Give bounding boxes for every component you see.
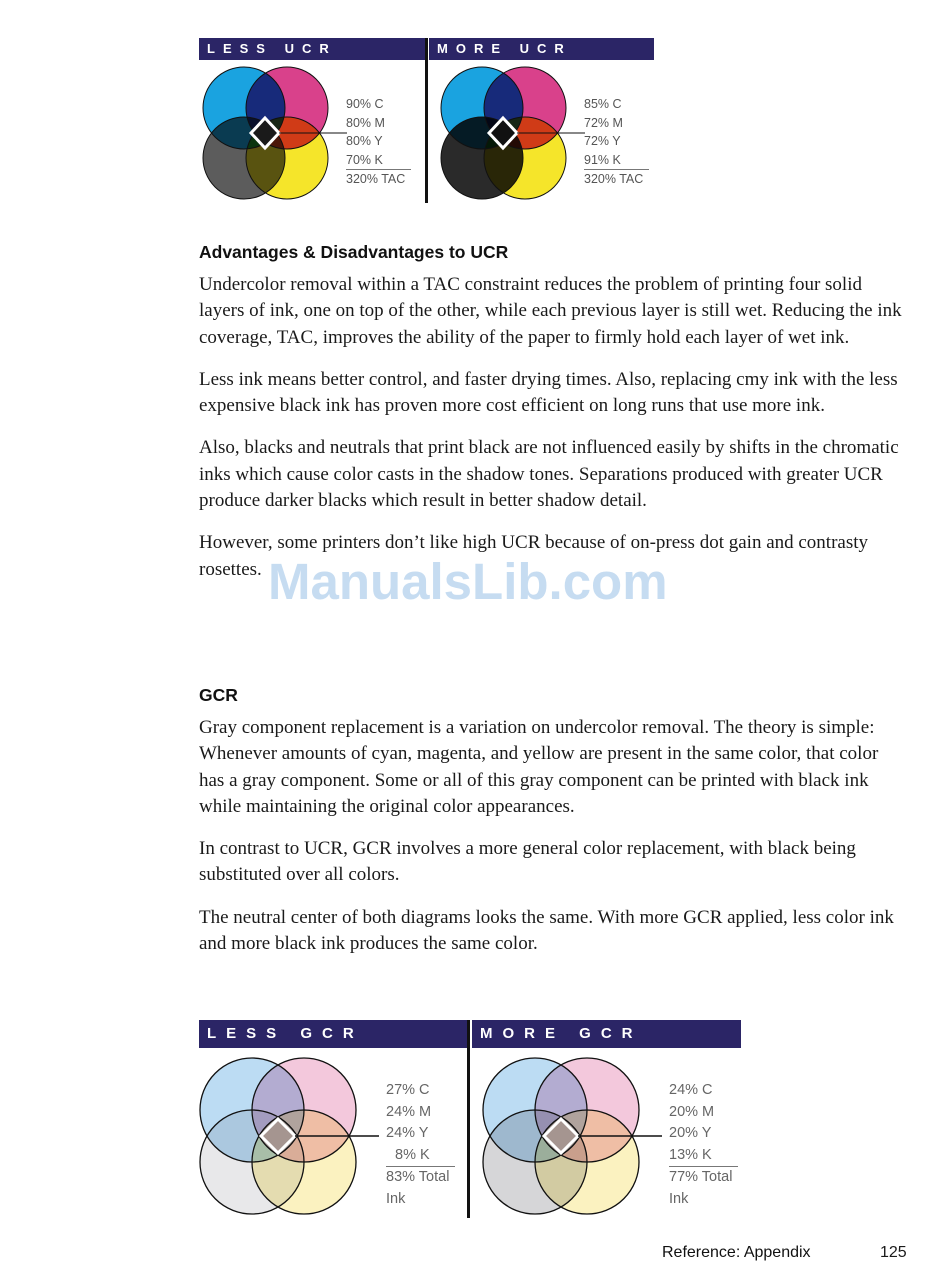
stat-black: 13% K [669,1146,712,1163]
stat-yellow: 20% Y [669,1125,712,1141]
stat-magenta: 80% M [346,115,385,130]
gcr-section [199,685,904,957]
ucr-heading: Advantages & Disadvantages to UCR [199,242,509,262]
more-ucr-banner: MORE UCR [429,38,654,60]
gcr-paragraph-1: Gray component replacement is a variation on undercolor removal. The theory is simple: Whenever amounts of cyan, magenta, and yellow are present in the same color, that color has a gray component. Some or all of this gray component can be printed with black ink while maintaining the original color appearances. [199,717,879,817]
stat-cyan: 24% C [669,1082,713,1098]
stat-total: 320% TAC [584,169,649,189]
footer-reference: Reference: Appendix [662,1244,811,1261]
stat-cyan: 85% C [584,97,622,111]
ucr-divider [425,38,428,203]
less-ucr-banner: LESS UCR [199,38,425,60]
gcr-paragraph-3: The neutral center of both diagrams looks the same. With more GCR applied, less color ink and more black ink produces the same color. [199,906,894,955]
stat-magenta: 72% M [584,115,623,130]
gcr-figure [199,1020,759,1220]
stat-yellow: 80% Y [346,134,383,148]
more-gcr-stats [669,1080,738,1210]
ucr-figure [199,38,669,206]
stat-total: 77% Total [669,1166,738,1189]
gcr-heading: GCR [199,685,238,705]
stat-yellow: 72% Y [584,134,621,148]
less-gcr-venn-diagram [199,1056,394,1218]
stat-magenta: 24% M [386,1103,432,1120]
less-gcr-banner: LESS GCR [199,1020,467,1048]
stat-magenta: 20% M [669,1103,715,1120]
stat-cyan: 27% C [386,1082,430,1098]
stat-total: 83% Total [386,1166,455,1189]
stat-cyan: 90% C [346,97,384,111]
less-gcr-stats [386,1080,455,1210]
ucr-paragraph-1: Undercolor removal within a TAC constraint reduces the problem of printing four solid layers of ink, one on top of the other, while each previous layer is still wet. Reducing the ink coverage, TAC, improves the ability of the paper to firmly hold each layer of wet ink. [199,274,902,348]
ucr-paragraph-3: Also, blacks and neutrals that print black are not influenced easily by shifts in the chromatic inks which cause color casts in the shadow tones. Separations produced with greater UCR produce darker blacks which result in better shadow detail. [199,437,899,512]
stat-black: 70% K [346,152,383,167]
ucr-paragraph-2: Less ink means better control, and faster drying times. Also, replacing cmy ink with the less expensive black ink has proven more cost efficient on long runs that use more ink. [199,368,898,417]
more-gcr-venn-diagram [482,1056,677,1218]
stat-total: 320% TAC [346,169,411,189]
gcr-paragraph-2: In contrast to UCR, GCR involves a more general color replacement, with black being substituted over all colors. [199,838,856,886]
more-gcr-banner: MORE GCR [472,1020,741,1048]
less-ucr-venn-diagram [199,66,349,206]
ucr-section [199,242,904,583]
page-number: 125 [880,1244,907,1261]
gcr-divider [467,1020,470,1218]
ucr-paragraph-4: However, some printers don’t like high UCR because of on-press dot gain and contrasty rosettes. [199,532,869,580]
more-ucr-stats [584,95,649,189]
less-ucr-stats [346,95,411,189]
stat-total-ink: Ink [386,1190,406,1207]
stat-black: 91% K [584,152,621,167]
watermark: ManualsLib.com [268,553,668,610]
stat-yellow: 24% Y [386,1125,429,1141]
stat-total-ink: Ink [669,1190,689,1207]
more-ucr-venn-diagram [437,66,587,206]
stat-black: 8% K [395,1146,430,1163]
